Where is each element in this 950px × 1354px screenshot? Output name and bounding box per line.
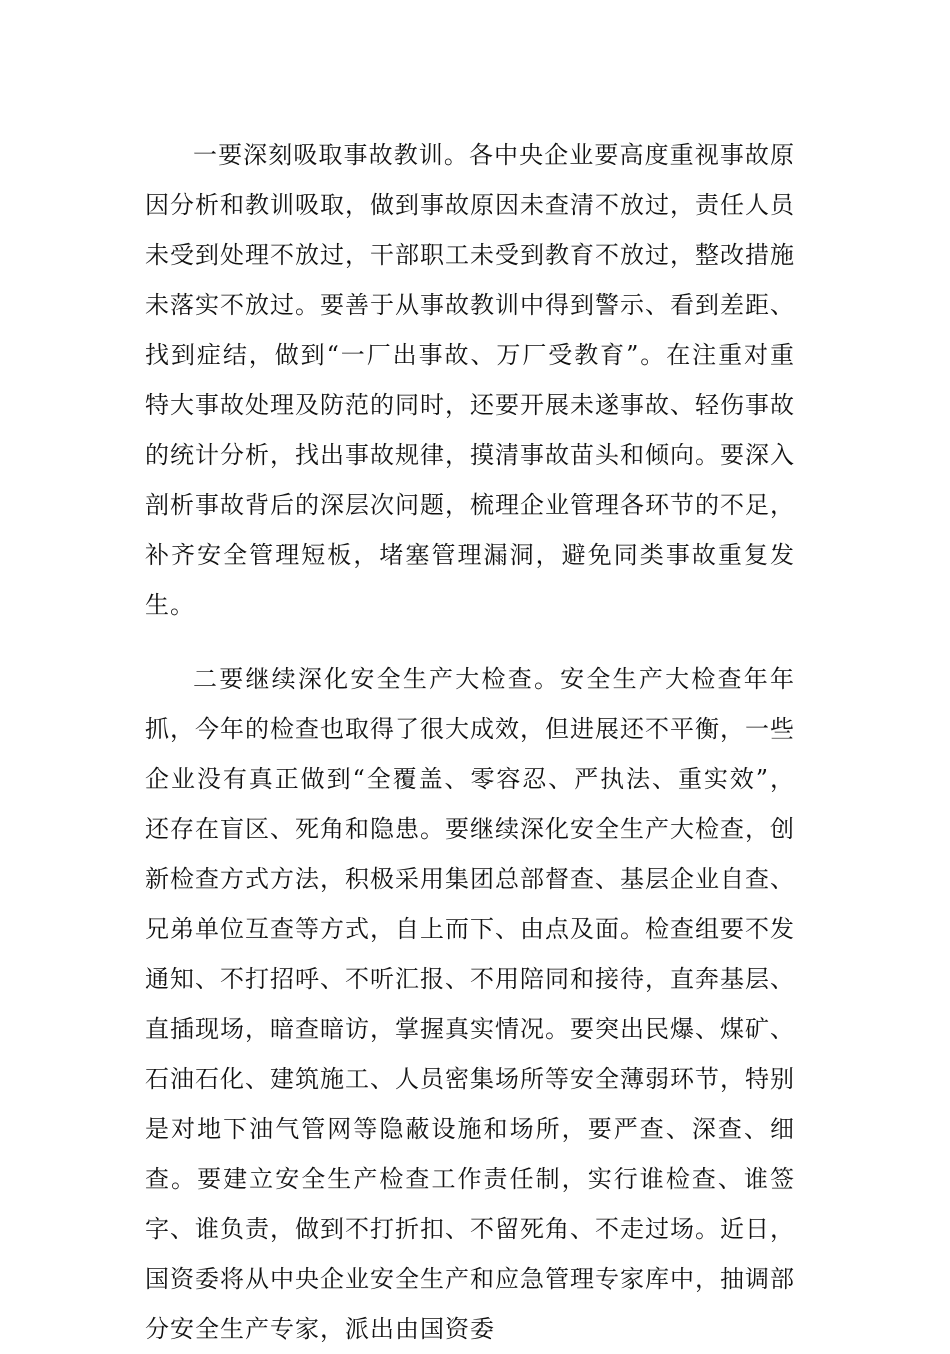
paragraph-2: 二要继续深化安全生产大检查。安全生产大检查年年抓，今年的检查也取得了很大成效，但进展还不平衡，一些企业没有真正做到“全覆盖、零容忍、严执法、重实效”，还存在盲区、死角和隐患。要继续深化安全生产大检查，创新检查方式方法，积极采用集团总部督查、基层企业自查、兄弟单位互查等方式，自上而下、由点及面。检查组要不发通知、不打招呼、不听汇报、不用陪同和接待，直奔基层、直插现场，暗查暗访，掌握真实情况。要突出民爆、煤矿、石油石化、建筑施工、人员密集场所等安全薄弱环节，特别是对地下油气管网等隐蔽设施和场所，要严查、深查、细查。要建立安全生产检查工作责任制，实行谁检查、谁签字、谁负责，做到不打折扣、不留死角、不走过场。近日，国资委将从中央企业安全生产和应急管理专家库中，抽调部分安全生产专家，派出由国资委 [145,665,795,1343]
paragraph-1: 一要深刻吸取事故教训。各中央企业要高度重视事故原因分析和教训吸取，做到事故原因未查清不放过，责任人员未受到处理不放过，干部职工未受到教育不放过，整改措施未落实不放过。要善于从事故教训中得到警示、看到差距、找到症结，做到“一厂出事故、万厂受教育”。在注重对重特大事故处理及防范的同时，还要开展未遂事故、轻伤事故的统计分析，找出事故规律，摸清事故苗头和倾向。要深入剖析事故背后的深层次问题，梳理企业管理各环节的不足，补齐安全管理短板，堵塞管理漏洞，避免同类事故重复发生。 [145,141,795,619]
document-body [145,130,795,1354]
